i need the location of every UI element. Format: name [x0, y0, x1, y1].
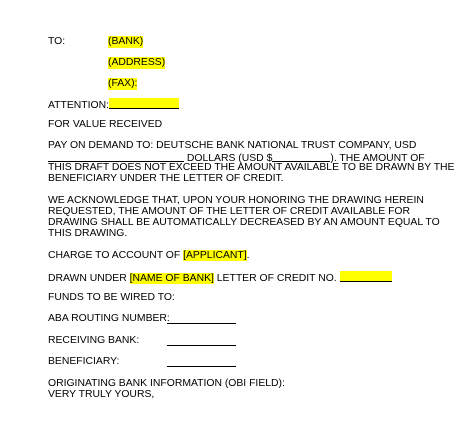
to-label: TO:: [48, 36, 66, 47]
ack-line-1: WE ACKNOWLEDGE THAT, UPON YOUR HONORING THE DRAWING HEREIN: [48, 195, 424, 206]
usd-amount-blank: [272, 151, 330, 162]
receiving-bank-label: RECEIVING BANK:: [48, 335, 140, 346]
pay-line-4: BENEFICIARY UNDER THE LETTER OF CREDIT.: [48, 173, 284, 184]
drawn-label: DRAWN UNDER: [48, 273, 130, 284]
ack-line-3: DRAWING SHALL BE AUTOMATICALLY DECREASED BY AN AMOUNT EQUAL TO: [48, 217, 440, 228]
closing-line: VERY TRULY YOURS,: [48, 389, 155, 400]
ack-line-2: REQUESTED, THE AMOUNT OF THE LETTER OF CREDIT AVAILABLE FOR: [48, 206, 411, 217]
beneficiary-blank: [167, 356, 236, 367]
bank-placeholder: (BANK): [108, 36, 144, 47]
charge-line: [48, 250, 250, 262]
ack-line-4: THIS DRAWING.: [48, 228, 128, 239]
attention-line: [48, 98, 179, 112]
for-value-received: FOR VALUE RECEIVED: [48, 119, 163, 130]
address-placeholder: (ADDRESS): [108, 57, 166, 68]
pay-line-3: THIS DRAFT DOES NOT EXCEED THE AMOUNT AVAILABLE TO BE DRAWN BY THE: [48, 162, 455, 173]
usd-words-blank: [48, 151, 184, 162]
obi-label: ORIGINATING BANK INFORMATION (OBI FIELD):: [48, 378, 285, 389]
pay-line-1: PAY ON DEMAND TO: DEUTSCHE BANK NATIONAL TRUST COMPANY, USD: [48, 140, 417, 151]
charge-end: .: [246, 250, 250, 261]
funds-label: FUNDS TO BE WIRED TO:: [48, 292, 175, 303]
attention-blank: [109, 98, 179, 109]
pay-line-2-mid: DOLLARS (USD $: [184, 153, 273, 164]
bank-name-placeholder: [NAME OF BANK]: [129, 273, 214, 284]
drawn-mid: LETTER OF CREDIT NO.: [213, 273, 340, 284]
attention-label: ATTENTION:: [48, 100, 109, 111]
aba-label: ABA ROUTING NUMBER:: [48, 313, 170, 324]
drawn-under-line: [48, 271, 392, 285]
pay-line-2-end: ). THE AMOUNT OF: [330, 153, 425, 164]
beneficiary-label: BENEFICIARY:: [48, 356, 120, 367]
credit-number-blank: [340, 271, 392, 282]
receiving-bank-blank: [167, 335, 236, 346]
charge-label: CHARGE TO ACCOUNT OF: [48, 250, 184, 261]
aba-blank: [167, 313, 236, 324]
fax-placeholder: (FAX):: [108, 78, 138, 89]
applicant-placeholder: [APPLICANT]: [183, 250, 247, 261]
